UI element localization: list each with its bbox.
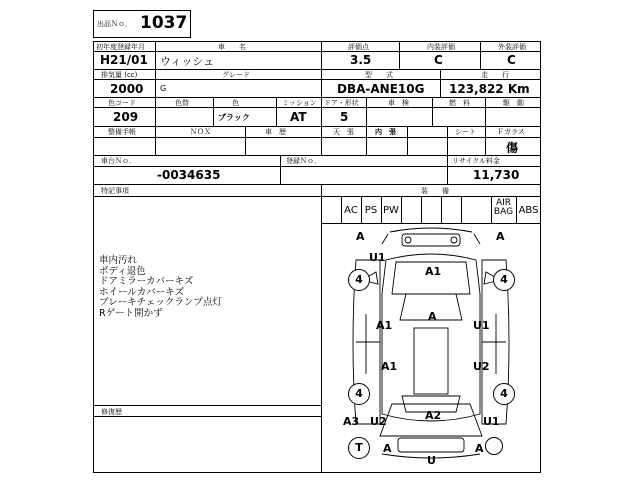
drive-label: 駆 動 [503,99,524,107]
remark-line: Rゲート開かず [99,307,163,319]
equipment-ac: AC [344,205,358,216]
equipment-airbag: AIR BAG [493,198,514,217]
mark-rear-right-u1: U1 [483,415,500,428]
mileage-value: 123,822 Km [449,82,530,96]
doors-value: 5 [340,110,349,124]
mark-rear-left-a3: A3 [343,415,360,428]
interior-score-label: 内装評価 [427,43,455,51]
seat-label: シート [455,128,476,136]
color-value: ブラック [218,113,250,122]
remarks-label: 特記事項 [101,187,129,195]
car-name-value: ウィッシュ [160,55,215,68]
chassis-label: 車台Ｎｏ． [101,157,136,165]
mileage-label: 走 行 [481,71,509,79]
mark-rear-left-u2: U2 [370,415,387,428]
remark-line: ブレーキチェックランプ点灯 [99,297,222,308]
model-value: DBA-ANE10G [337,82,425,96]
repair-history-label: 修復歴 [101,408,122,416]
color-type-label: 色替 [175,99,189,107]
mark-rear-u: U [427,454,436,467]
color-label: 色 [232,99,239,107]
exterior-score-label: 外装評価 [498,43,526,51]
lot-label: 出品Ｎｏ． [97,20,132,28]
mark-rear-a-left: A [383,442,392,455]
interior-score-value: C [434,53,443,67]
mark-hood: A1 [425,265,442,278]
first-reg-value: H21/01 [100,53,148,67]
equipment-abs: ABS [518,205,539,216]
mark-u1-top: U1 [369,251,386,264]
glass-label: Ｆガラス [497,128,525,136]
color-code-label: 色コード [108,99,136,107]
transmission-label: ミッション [282,99,317,107]
equipment-label: 装 備 [421,187,449,195]
remark-line: ホイールカバーキズ [99,286,185,298]
model-label: 型 式 [365,71,393,79]
mark-right-rear-door: U2 [473,360,490,373]
mark-rear-a-right: A [475,442,484,455]
nox-label: ＮＯＸ [190,128,211,136]
mark-front-right: A [496,230,505,243]
glass-value: 傷 [506,141,519,155]
recycle-value: 11,730 [473,168,520,182]
remark-line: 車内汚れ [99,255,138,266]
equipment-pw: PW [383,205,399,216]
mark-right-front-door: U1 [473,319,490,332]
rear-circle-right [485,437,503,455]
displacement-value: 2000 [110,82,144,96]
tire-rear-right: 4 [493,383,515,405]
displacement-label: 排気量 (cc) [101,71,138,79]
capacity-label: 車 検 [388,99,409,107]
interior-label: 内 張 [375,128,396,136]
mark-front-left: A [356,230,365,243]
first-reg-label: 初年度登録年月 [96,43,145,51]
doors-label: ドア・形状 [324,99,359,107]
equipment-ps: PS [364,205,378,216]
tire-front-left: 4 [348,269,370,291]
tire-front-right: 4 [493,269,515,291]
trunk-t: T [348,437,370,459]
mark-windshield: A [428,310,437,323]
grade-value: G [160,84,167,93]
mark-left-front-door: A1 [376,319,393,332]
remark-line: ボディ退色 [99,265,146,277]
fuel-label: 燃 料 [449,99,470,107]
maintenance-label: 整備手帳 [108,128,136,136]
remark-line: ドアミラーカバーキズ [99,276,194,287]
grade-label: グレード [222,71,250,79]
color-code-value: 209 [113,110,139,124]
car-name-label: 車 名 [218,43,246,51]
mark-rear-gate: A2 [425,409,442,422]
lot-number: 1037 [140,13,188,33]
remarks-list [99,256,319,319]
reg-no-label: 登録Ｎｏ． [286,157,321,165]
car-history-label: 車 歴 [265,128,286,136]
tire-rear-left: 4 [348,383,370,405]
score-label: 評価点 [348,43,369,51]
exterior-score-value: C [507,53,516,67]
chassis-value: -0034635 [157,168,221,182]
sunroof-label: 天 張 [333,128,354,136]
transmission-value: AT [290,110,307,124]
recycle-label: リサイクル料金 [452,157,501,165]
mark-left-rear-door: A1 [381,360,398,373]
score-value: 3.5 [350,53,372,67]
car-diagram [322,224,540,472]
